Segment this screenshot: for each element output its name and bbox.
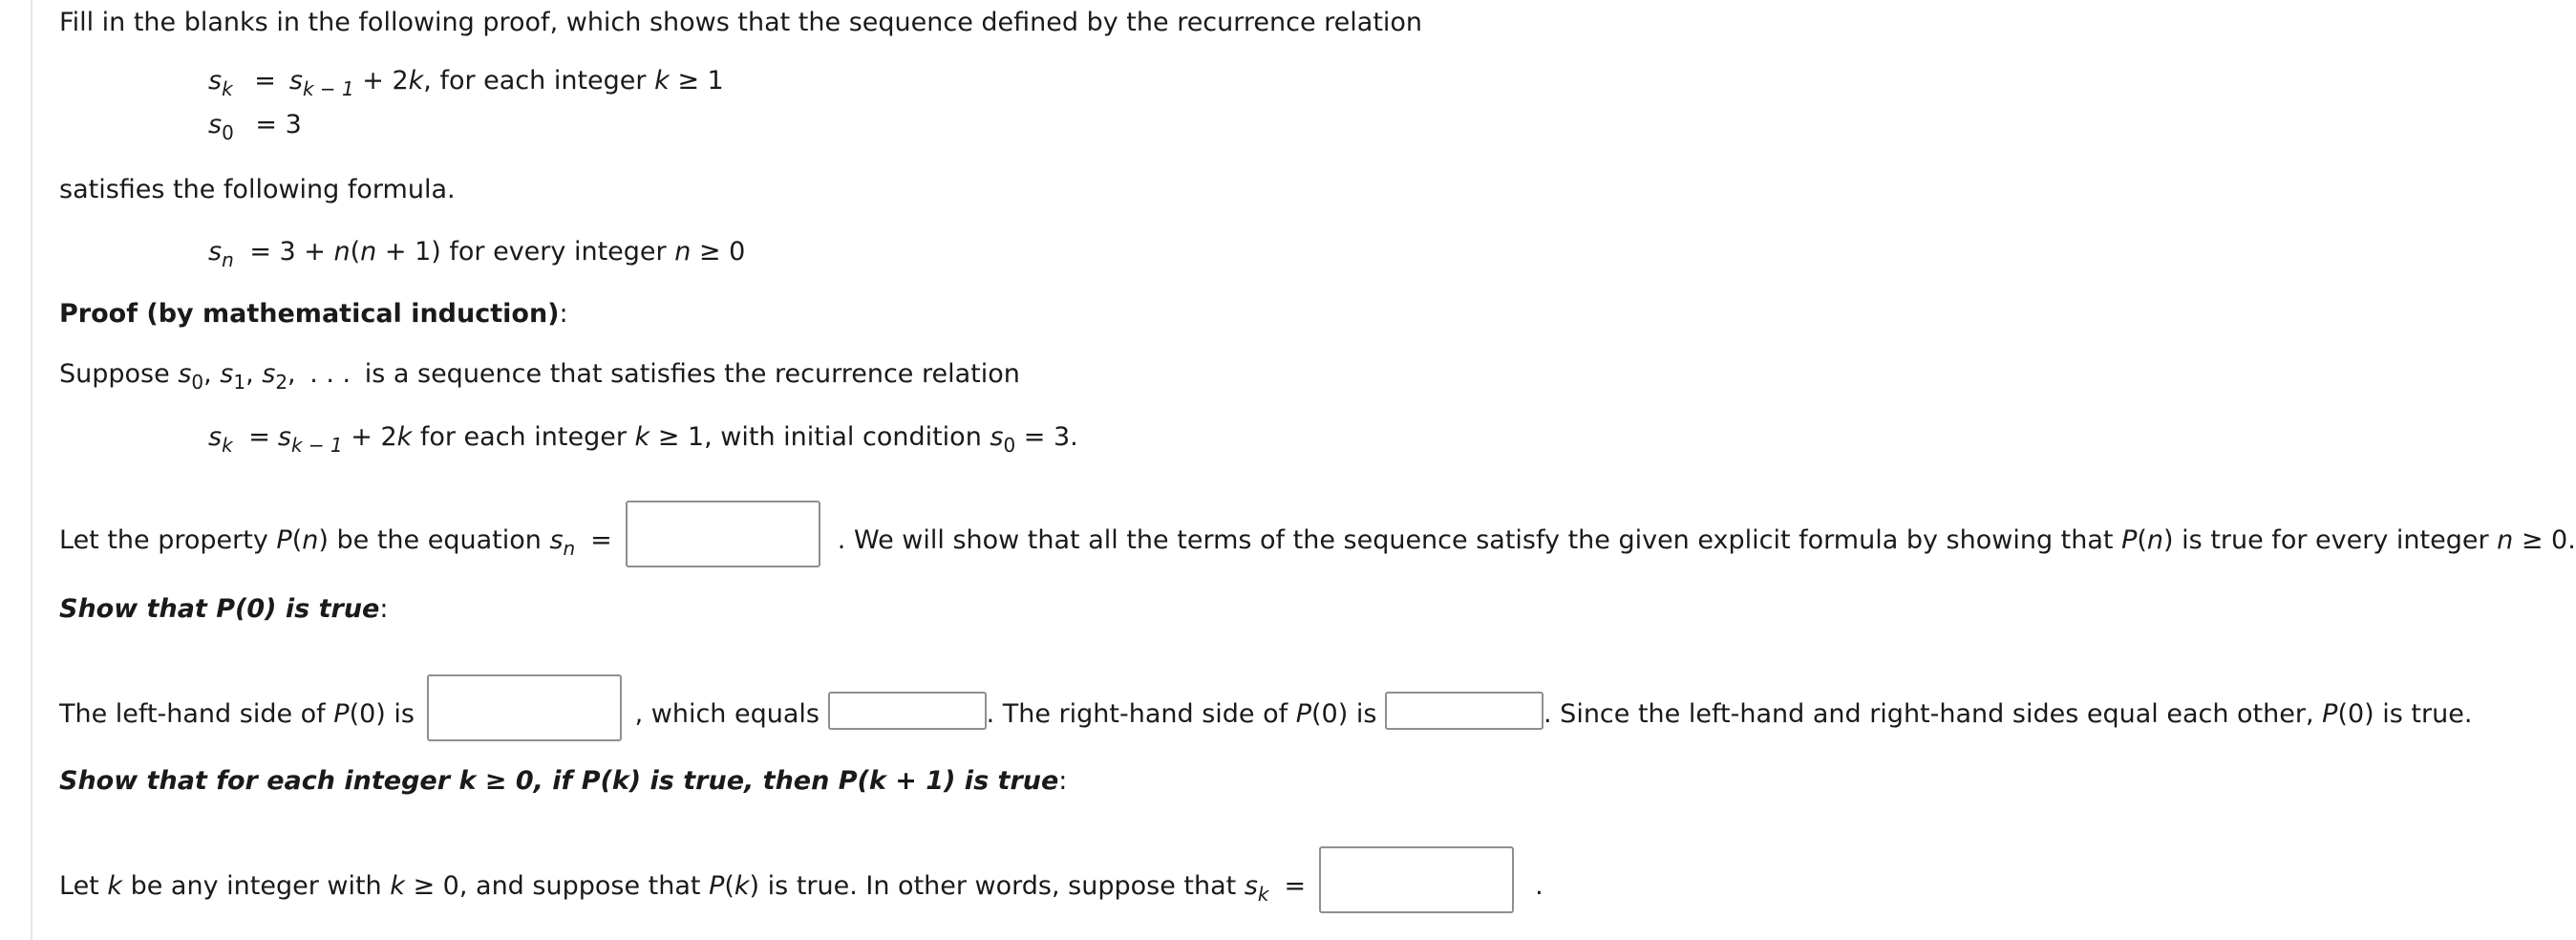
math-sub: k − 1 xyxy=(302,76,354,100)
math-s: s xyxy=(208,237,223,267)
math-P: P xyxy=(1295,699,1312,729)
math-P: P xyxy=(2322,699,2338,729)
heading-text: + 1) is true xyxy=(885,766,1059,796)
math-s: s xyxy=(220,359,234,389)
text: . xyxy=(1535,871,1543,901)
lhs-p0-equals-answer-box[interactable] xyxy=(828,692,987,730)
math-k: k xyxy=(390,871,405,901)
math-s: s xyxy=(990,422,1004,452)
text: is a sequence that satisfies the recurrence relation xyxy=(356,359,1020,389)
math-sub: n xyxy=(563,536,576,560)
text: , xyxy=(245,359,263,389)
math-n: n xyxy=(360,237,377,267)
math-k: k xyxy=(611,766,629,796)
math-k: k xyxy=(654,66,670,96)
satisfies-sentence: satisfies the following formula. xyxy=(59,175,456,204)
intro-sentence: Fill in the blanks in the following proof, which shows that the sequence defined by the recurrence relation xyxy=(59,8,1423,37)
math-text: = 3. xyxy=(1015,422,1078,452)
math-sub: 2 xyxy=(275,370,288,394)
text: ) is true for every integer xyxy=(2163,525,2498,555)
text: Let xyxy=(59,871,108,901)
proof-heading xyxy=(59,297,568,331)
equals-sign: = xyxy=(248,422,270,452)
math-text: = 3 + xyxy=(249,237,334,267)
text: , xyxy=(287,359,305,389)
text: The left-hand side of xyxy=(59,699,334,729)
math-sub: 0 xyxy=(1003,433,1016,457)
initial-condition-line xyxy=(208,108,302,142)
math-n: n xyxy=(302,525,319,555)
math-P: P xyxy=(581,766,601,796)
p0-evaluation-line xyxy=(59,674,2472,741)
math-s: s xyxy=(1244,871,1258,901)
math-s: s xyxy=(262,359,276,389)
math-P: P xyxy=(216,594,236,624)
equals-sign: = xyxy=(590,525,612,555)
math-P: P xyxy=(276,525,292,555)
math-k: k xyxy=(396,422,413,452)
text: ) is true. In other words, suppose that xyxy=(749,871,1245,901)
text: . Since the left-hand and right-hand sides equal each other, xyxy=(1543,699,2323,729)
math-text: ( xyxy=(350,237,361,267)
satisfies-text xyxy=(59,173,456,207)
intro-text xyxy=(59,6,1422,40)
math-text: ≥ 1 xyxy=(669,66,724,96)
text: Suppose xyxy=(59,359,179,389)
show-inductive-step-heading: Show that for each integer k ≥ 0, if P(k) is true, then P(k + 1) is true: xyxy=(59,766,1068,796)
heading-colon: : xyxy=(379,594,389,624)
inductive-hypothesis-line: Let k be any integer with k ≥ 0, and suppose that P(k) is true. In other words, suppose that $s_k$ = . xyxy=(59,846,1543,913)
heading-text: Show that xyxy=(59,594,217,624)
math-text: for each integer xyxy=(412,422,635,452)
math-sub: 0 xyxy=(191,370,204,394)
equals-sign: = xyxy=(254,66,276,96)
math-text: + 2 xyxy=(362,66,409,96)
proof-heading-colon: : xyxy=(559,299,568,329)
hypothesis-sk-answer-box[interactable] xyxy=(1319,846,1514,913)
math-text: ≥ 0 xyxy=(691,237,746,267)
text: ≥ 0. xyxy=(2513,525,2576,555)
text: Let the property xyxy=(59,525,277,555)
text: . The right-hand side of xyxy=(986,699,1296,729)
math-s: s xyxy=(208,66,223,96)
math-k: k xyxy=(634,422,650,452)
math-P: P xyxy=(2121,525,2138,555)
math-k: k xyxy=(408,66,424,96)
heading-colon: : xyxy=(1058,766,1068,796)
math-sub: 1 xyxy=(233,370,246,394)
math-n: n xyxy=(333,237,351,267)
math-sub: k xyxy=(1257,882,1269,906)
math-sub: k − 1 xyxy=(290,433,343,457)
math-sub: k xyxy=(222,76,233,100)
lhs-p0-answer-box[interactable] xyxy=(427,674,622,741)
math-P: P xyxy=(838,766,858,796)
math-text: + 2 xyxy=(342,422,397,452)
rhs-p0-answer-box[interactable] xyxy=(1385,692,1543,730)
ellipsis: . . . xyxy=(309,359,351,389)
formula-line xyxy=(208,235,745,269)
math-text: + 1) for every integer xyxy=(376,237,675,267)
math-k: k xyxy=(107,871,122,901)
text: , xyxy=(203,359,221,389)
text: ≥ 0, and suppose that xyxy=(404,871,710,901)
heading-text: Show that for each integer xyxy=(59,766,459,796)
text: be any integer with xyxy=(122,871,391,901)
math-text: = 3 xyxy=(255,110,302,139)
math-s: s xyxy=(277,422,291,452)
math-sub: n xyxy=(222,247,234,271)
proof-heading-text: Proof (by mathematical induction) xyxy=(59,299,560,329)
math-text: , for each integer xyxy=(423,66,655,96)
text: ) be the equation xyxy=(318,525,550,555)
math-P: P xyxy=(709,871,725,901)
math-k: k xyxy=(734,871,750,901)
property-sn-answer-box[interactable] xyxy=(626,501,820,567)
property-line: Let the property P(n) be the equation $s_n$ = . We will show that all the terms of the sequence satisfy the given explicit formula by showing that P(n) is true for every integer n ≥ 0. xyxy=(59,501,2576,567)
math-sub: 0 xyxy=(222,120,234,144)
text: (0) is xyxy=(1311,699,1377,729)
math-sub: k xyxy=(222,433,233,457)
suppose-line xyxy=(59,357,1020,392)
math-text: ≥ 1, with initial condition xyxy=(649,422,990,452)
math-n: n xyxy=(2146,525,2164,555)
text: . We will show that all the terms of the sequence satisfy the given explicit formula by showing that xyxy=(837,525,2122,555)
math-s: s xyxy=(208,422,223,452)
math-s: s xyxy=(288,66,303,96)
text: (0) is true. xyxy=(2337,699,2473,729)
math-k: k xyxy=(868,766,886,796)
heading-text: ≥ 0, if xyxy=(476,766,582,796)
math-k: k xyxy=(458,766,477,796)
text: (0) is xyxy=(349,699,415,729)
recurrence-restated-line xyxy=(208,420,1078,455)
show-p0-heading xyxy=(59,592,388,627)
text: , which equals xyxy=(634,699,820,729)
math-P: P xyxy=(333,699,350,729)
math-n: n xyxy=(674,237,692,267)
math-s: s xyxy=(178,359,192,389)
math-s: s xyxy=(549,525,564,555)
left-margin-rule xyxy=(31,0,32,940)
math-s: s xyxy=(208,110,223,139)
heading-text: ) is true, then xyxy=(628,766,839,796)
math-n: n xyxy=(2497,525,2514,555)
heading-text: (0) is true xyxy=(235,594,380,624)
recurrence-line xyxy=(208,64,724,98)
equals-sign: = xyxy=(1284,871,1307,901)
